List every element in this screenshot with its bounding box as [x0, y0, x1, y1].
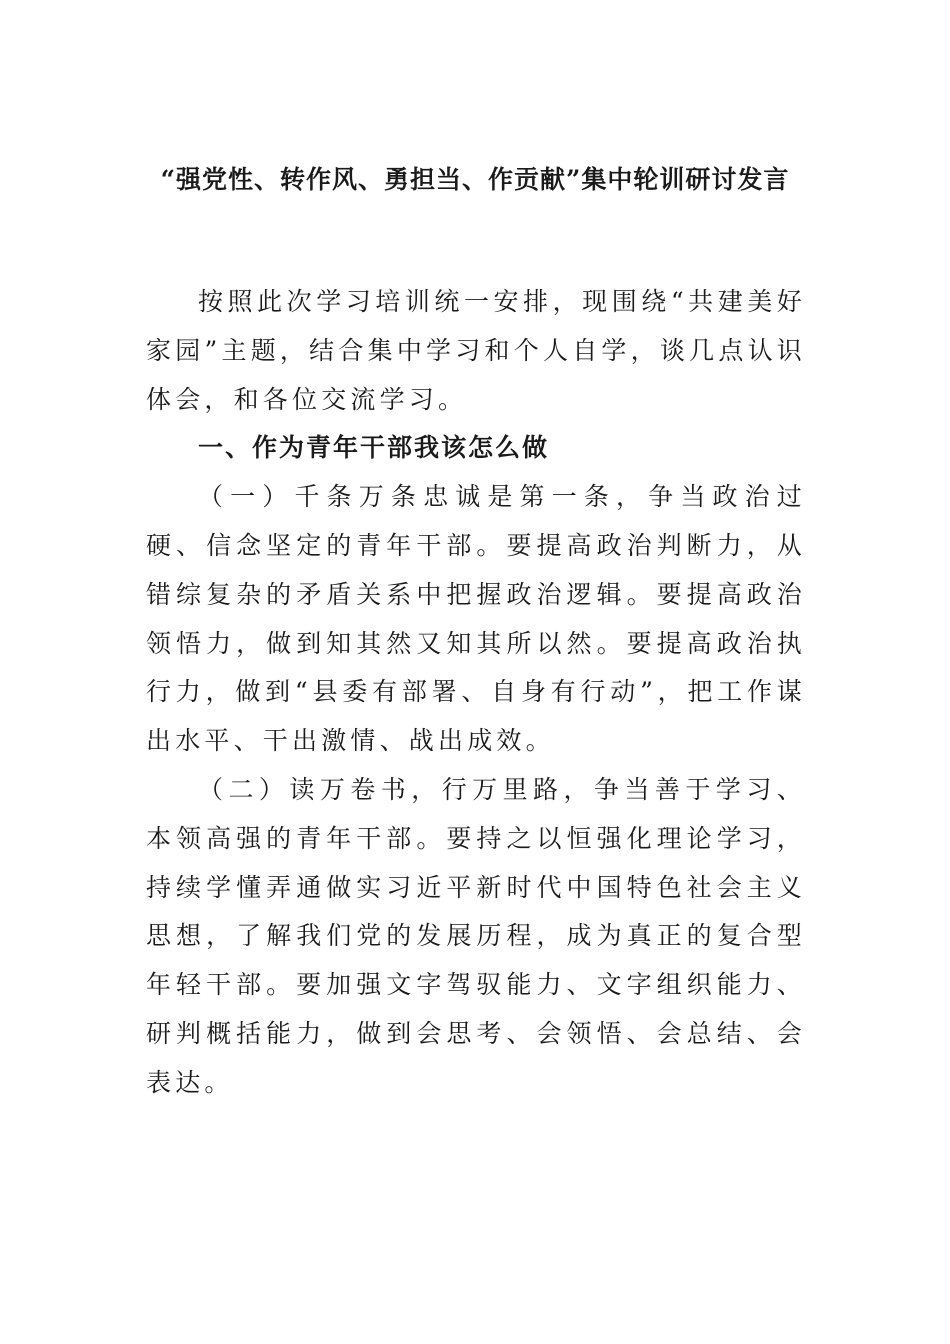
- intro-paragraph: 按照此次学习培训统一安排，现围绕“共建美好家园”主题，结合集中学习和个人自学，谈几点认识体会，和各位交流学习。: [146, 287, 806, 414]
- point-two-paragraph: （二）读万卷书，行万里路，争当善于学习、本领高强的青年干部。要持之以恒强化理论学习，持续学懂弄通做实习近平新时代中国特色社会主义思想，了解我们党的发展历程，成为真正的复合型年轻干部。要加强文字驾驭能力、文字组织能力、研判概括能力，做到会思考、会领悟、会总结、会表达。: [146, 774, 806, 1097]
- document-body: [146, 278, 806, 1108]
- point-one-paragraph: （一）千条万条忠诚是第一条，争当政治过硬、信念坚定的青年干部。要提高政治判断力，从错综复杂的矛盾关系中把握政治逻辑。要提高政治领悟力，做到知其然又知其所以然。要提高政治执行力，做到“县委有部署、自身有行动”，把工作谋出水平、干出激情、战出成效。: [146, 482, 806, 756]
- document-title: “强党性、转作风、勇担当、作贡献”集中轮训研讨发言: [160, 165, 790, 194]
- section-heading: 一、作为青年干部我该怎么做: [198, 433, 550, 463]
